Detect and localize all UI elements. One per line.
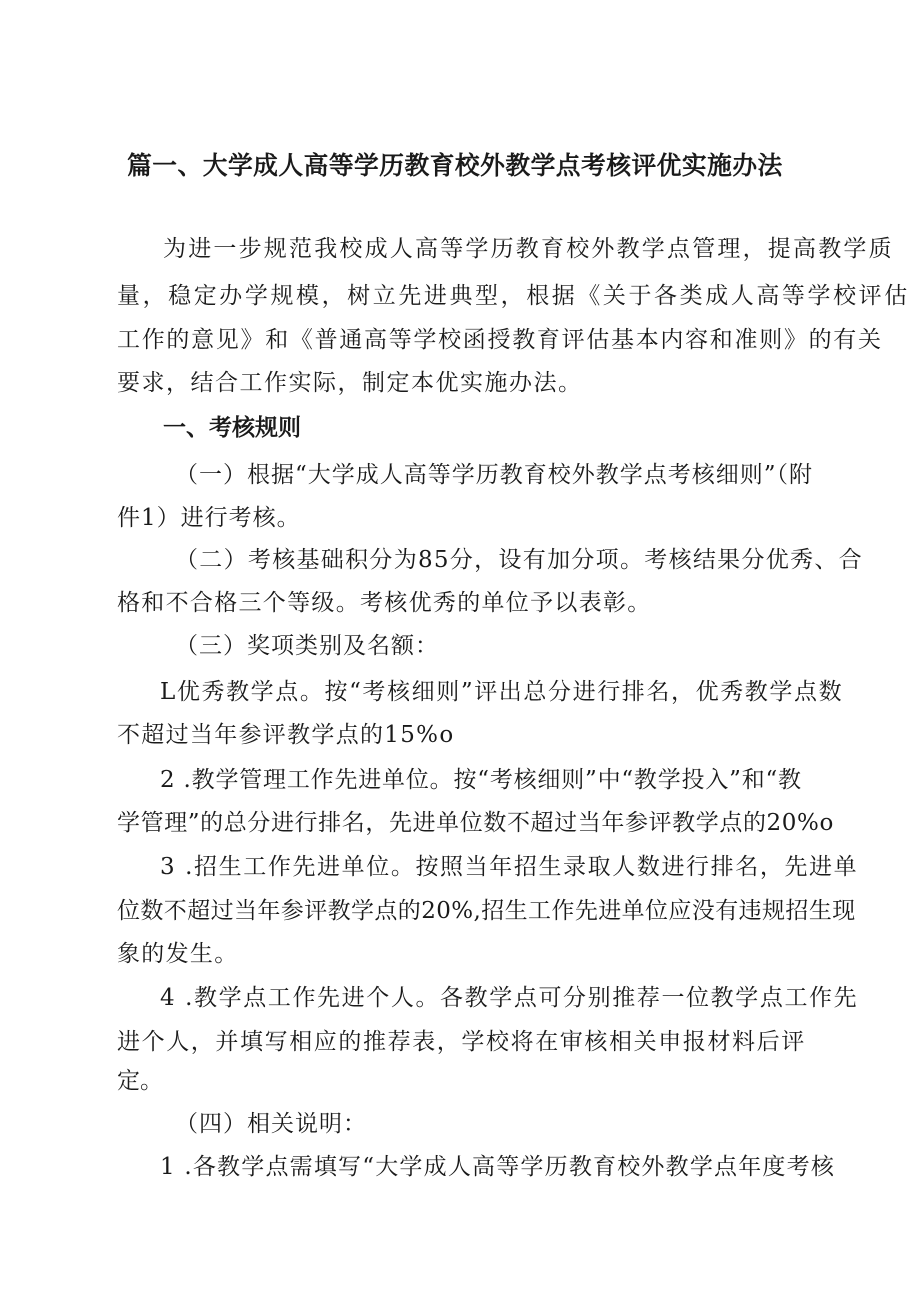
award1-line-1: L优秀教学点。按“考核细则”评出总分进行排名，优秀教学点数 — [160, 679, 844, 705]
intro-line-2: 量，稳定办学规模，树立先进典型，根据《关于各类成人高等学校评估 — [117, 283, 910, 309]
award4-line-1: 4 .教学点工作先进个人。各教学点可分别推荐一位教学点工作先 — [160, 985, 859, 1011]
award3-line-2: 位数不超过当年参评教学点的20%,招生工作先进单位应没有违规招生现 — [117, 898, 856, 924]
intro-line-1: 为进一步规范我校成人高等学历教育校外教学点管理，提高教学质 — [163, 236, 894, 262]
award1-line-2: 不超过当年参评教学点的15%o — [117, 722, 455, 748]
intro-line-3: 工作的意见》和《普通高等学校函授教育评估基本内容和准则》的有关 — [117, 327, 883, 353]
award3-line-1: 3 .招生工作先进单位。按照当年招生录取人数进行排名，先进单 — [160, 854, 859, 880]
item2-line-2: 格和不合格三个等级。考核优秀的单位予以表彰。 — [117, 590, 652, 616]
item4-line: （四）相关说明： — [175, 1111, 367, 1137]
section-heading: 一、考核规则 — [163, 415, 301, 441]
award4-line-3: 定。 — [117, 1068, 163, 1094]
award2-line-2: 学管理”的总分进行排名，先进单位数不超过当年参评教学点的20%o — [117, 810, 834, 836]
note1-line: 1 .各教学点需填写“大学成人高等学历教育校外教学点年度考核 — [160, 1154, 836, 1180]
intro-line-4: 要求，结合工作实际，制定本优实施办法。 — [117, 370, 583, 396]
item2-line-1: （二）考核基础积分为85分，设有加分项。考核结果分优秀、合 — [175, 547, 863, 573]
award3-line-3: 象的发生。 — [117, 941, 239, 967]
item3-line: （三）奖项类别及名额： — [175, 633, 439, 659]
item1-line-2: 件1）进行考核。 — [117, 505, 301, 531]
award4-line-2: 进个人，并填写相应的推荐表，学校将在审核相关申报材料后评 — [117, 1029, 806, 1055]
item1-line-1: （一）根据“大学成人高等学历教育校外教学点考核细则”（附 — [175, 462, 814, 488]
document-title: 篇一、大学成人高等学历教育校外教学点考核评优实施办法 — [127, 151, 783, 180]
award2-line-1: 2 .教学管理工作先进单位。按“考核细则”中“教学投入”和“教 — [160, 767, 802, 793]
